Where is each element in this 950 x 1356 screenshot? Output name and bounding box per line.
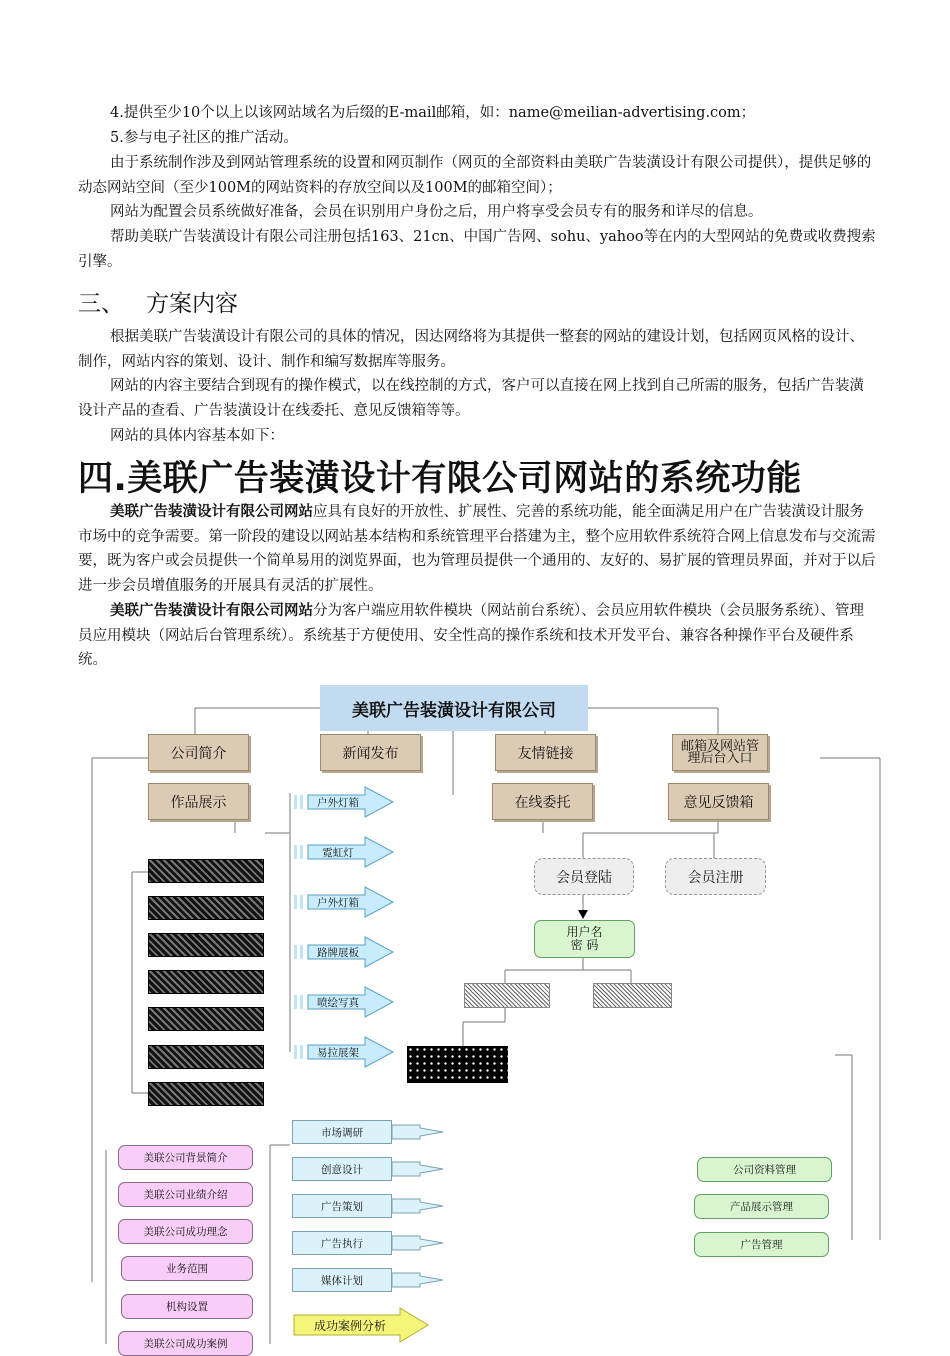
node-news: 新闻发布 xyxy=(320,734,421,771)
hidden-item-bar xyxy=(148,1082,264,1106)
diagram-root-company: 美联广告装潢设计有限公司 xyxy=(320,685,588,731)
node-works: 作品展示 xyxy=(148,783,249,820)
work-item: 易拉展架 xyxy=(317,1046,359,1059)
hidden-item-bar xyxy=(148,859,264,883)
hidden-item-bar xyxy=(148,970,264,994)
intro-organization: 机构设置 xyxy=(121,1294,253,1319)
paragraph-content: 网站的内容主要结合到现有的操作模式，以在线控制的方式，客户可以直接在网上找到自己所需的服务，包括广告装潢设计产品的查看、广告装潢设计在线委托、意见反馈箱等等。 xyxy=(78,378,864,419)
hidden-item-bar xyxy=(148,933,264,957)
hidden-dotted-item xyxy=(407,1046,508,1083)
intro-background: 美联公司背景简介 xyxy=(118,1145,253,1170)
intro-business-scope: 业务范围 xyxy=(121,1256,253,1281)
admin-product-display: 产品展示管理 xyxy=(694,1194,829,1219)
hidden-member-item xyxy=(593,983,672,1008)
paragraph-email: 4.提供至少10个以上以该网站域名为后缀的E-mail邮箱，如：name@meilian-advertising.com； xyxy=(110,105,756,121)
node-member-register: 会员注册 xyxy=(665,858,766,895)
intro-achievements: 美联公司业绩介绍 xyxy=(118,1182,253,1207)
site-name-bold: 美联广告装潢设计有限公司网站 xyxy=(110,603,313,619)
work-item: 户外灯箱 xyxy=(317,896,359,909)
work-item: 户外灯箱 xyxy=(317,796,359,809)
section-heading-4: 四.美联广告装潢设计有限公司网站的系统功能 xyxy=(78,459,802,499)
paragraph-space: 由于系统制作涉及到网站管理系统的设置和网页制作（网页的全部资料由美联广告装潢设计有限公司提供），提供足够的动态网站空间（至少100M的网站资料的存放空间以及100M的邮箱空间）； xyxy=(78,155,872,196)
paragraph-community: 5.参与电子社区的推广活动。 xyxy=(110,130,298,146)
site-name-bold: 美联广告装潢设计有限公司网站 xyxy=(110,504,313,520)
service-media-plan: 媒体计划 xyxy=(292,1268,392,1292)
node-mail-admin xyxy=(672,734,768,771)
paragraph-member: 网站为配置会员系统做好准备，会员在识别用户身份之后，用户将享受会员专有的服务和详尽的信息。 xyxy=(110,204,763,220)
admin-ads: 广告管理 xyxy=(694,1232,829,1257)
hidden-item-bar xyxy=(148,1007,264,1031)
intro-philosophy: 美联公司成功理念 xyxy=(118,1219,253,1244)
service-creative-design: 创意设计 xyxy=(292,1157,392,1181)
node-online-order: 在线委托 xyxy=(492,783,593,820)
node-mail-admin-label: 邮箱及网站管理后台入口 xyxy=(680,738,759,766)
hidden-item-bar xyxy=(148,1045,264,1069)
paragraph-plan: 根据美联广告装潢设计有限公司的具体的情况，因达网络将为其提供一整套的网站的建设计划，包括网页风格的设计、制作，网站内容的策划、设计、制作和编写数据库等服务。 xyxy=(78,329,864,370)
node-member-login: 会员登陆 xyxy=(534,858,634,895)
paragraph-search-engine: 帮助美联广告装潢设计有限公司注册包括163、21cn、中国广告网、sohu、yahoo等在内的大型网站的免费或收费搜索引擎。 xyxy=(78,229,876,270)
section-number: 三、 xyxy=(78,291,124,317)
node-links: 友情链接 xyxy=(495,734,596,771)
node-login-form: 用户名 密 码 xyxy=(534,920,635,958)
admin-company-info: 公司资料管理 xyxy=(697,1157,832,1182)
paragraph-list-intro: 网站的具体内容基本如下： xyxy=(110,428,284,444)
hidden-item-bar xyxy=(148,896,264,920)
section-title: 方案内容 xyxy=(146,291,238,317)
node-company-intro: 公司简介 xyxy=(148,734,249,771)
intro-cases: 美联公司成功案例 xyxy=(118,1331,253,1356)
service-market-research: 市场调研 xyxy=(292,1120,392,1144)
work-item: 路牌展板 xyxy=(317,946,359,959)
service-ad-execution: 广告执行 xyxy=(292,1231,392,1255)
hidden-member-item xyxy=(464,983,550,1008)
work-item: 霓虹灯 xyxy=(322,846,354,859)
service-case-analysis: 成功案例分析 xyxy=(313,1318,386,1333)
paragraph-system-function-rest: 应具有良好的开放性、扩展性、完善的系统功能，能全面满足用户在广告装潢设计服务市场中的竞争需要。第一阶段的建设以网站基本结构和系统管理平台搭建为主，整个应用软件系统符合网上信息发布与交流需要，既为客户或会员提供一个简单易用的浏览界面，也为管理员提供一个通用的、友好的、易扩展的管理员界面，并对于以后进一步会员增值服务的开展具有灵活的扩展性。 xyxy=(78,504,876,594)
work-item: 喷绘写真 xyxy=(317,996,359,1009)
node-feedback: 意见反馈箱 xyxy=(668,783,769,820)
service-ad-planning: 广告策划 xyxy=(292,1194,392,1218)
paragraph-modules-rest: 分为客户端应用软件模块（网站前台系统）、会员应用软件模块（会员服务系统）、管理员应用模块（网站后台管理系统）。系统基于方便使用、安全性高的操作系统和技术开发平台、兼容各种操作平台及硬件系统。 xyxy=(78,603,864,668)
